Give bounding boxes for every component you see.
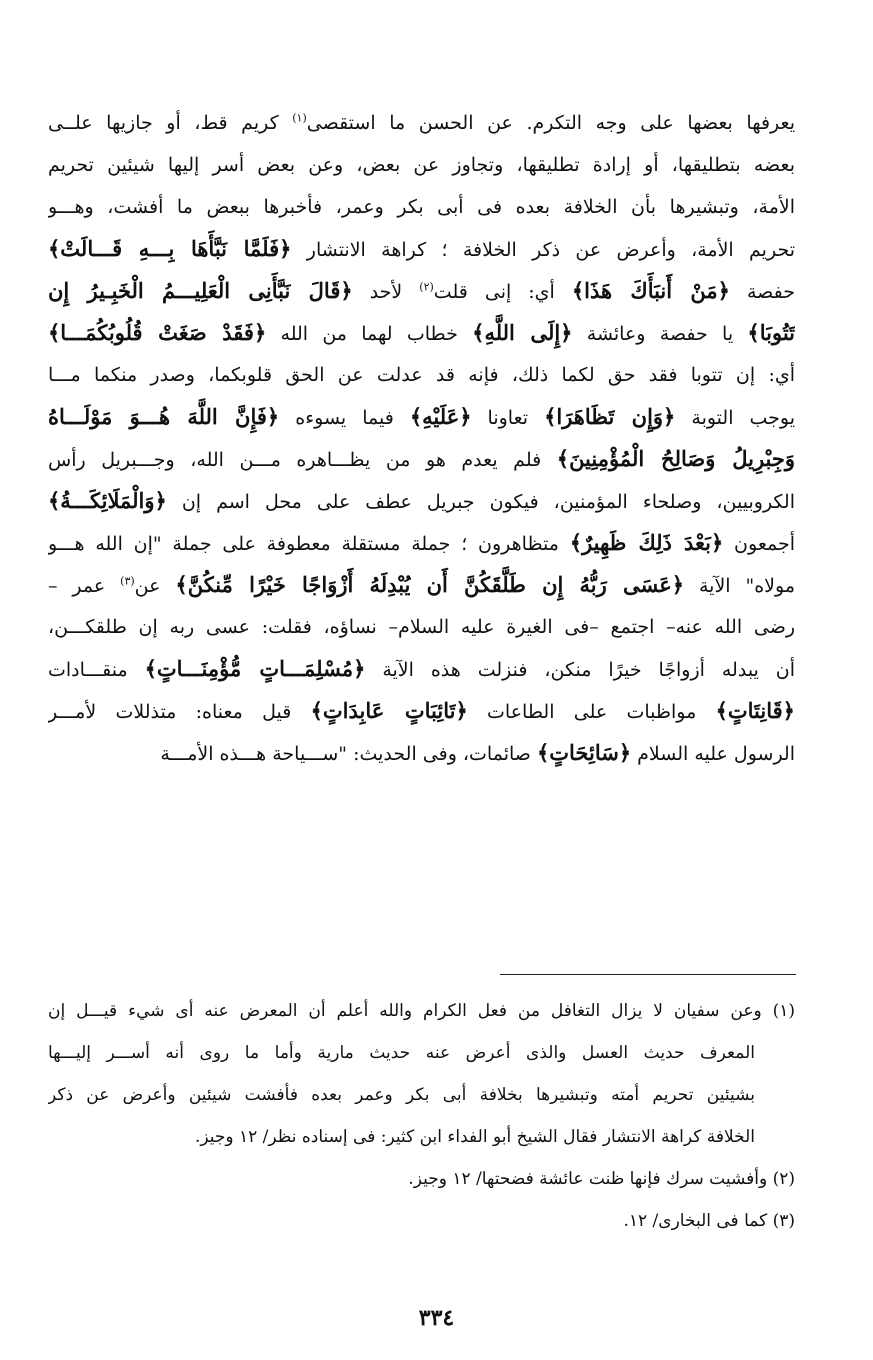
text-line (48, 438, 795, 480)
footnote-line: المعرف حديث العسل والذى أعرض عنه حديث مارية وأما ما روى أنه أســـر إليـــها (48, 1043, 755, 1063)
line-text: الرسول عليه السلام (631, 743, 795, 765)
main-text (48, 102, 795, 774)
line-text: فلم يعدم هو من يظـــاهره مـــن الله، وجـــبريل رأس (48, 449, 557, 471)
quran-verse: تَتُوبَا﴾ (747, 320, 795, 345)
text-line (48, 690, 795, 732)
footnote-line: (١) وعن سفيان لا يزال التغافل من فعل الكرام والله أعلم أن المعرض عنه أى شيء قيـــل إن (48, 1001, 795, 1021)
text-line (48, 606, 795, 648)
footnote-line: الخلافة كراهة الانتشار فقال الشيخ أبو الفداء ابن كثير: فى إسناده نظر/ ١٢ وجيز. (194, 1127, 755, 1147)
line-text: تعاونا (471, 407, 545, 429)
quran-verse: ﴿سَائِحَاتٍ﴾ (536, 740, 632, 765)
footnote-ref: (٢) (419, 280, 434, 294)
text-line (48, 102, 795, 144)
line-text: عمر – (48, 575, 121, 597)
line-text: كريم قط، أو جازيها علــى (48, 112, 293, 134)
line-text: صائمات، وفى الحديث: "ســـياحة هـــذه الأمـــة (160, 743, 537, 765)
quran-verse: ﴿تَائِبَاتٍ عَابِدَاتٍ﴾ (310, 698, 468, 723)
line-text: مولاه" الآية (684, 575, 795, 597)
line-text: أجمعون (723, 533, 795, 555)
text-line (48, 732, 795, 774)
quran-verse: ﴿عَلَيْهِ﴾ (409, 404, 472, 429)
line-text: أن يبدله أزواجًا خيرًا منكن، فنزلت هذه الآية (365, 659, 795, 681)
footnote-line: (٣) كما فى البخارى/ ١٢. (623, 1211, 795, 1231)
line-text: يوجب التوبة (675, 407, 795, 429)
text-line (48, 186, 795, 228)
quran-verse: ﴿مُسْلِمَـــاتٍ مُّؤْمِنَـــاتٍ﴾ (144, 656, 366, 681)
quran-verse: ﴿عَسَى رَبُّهُ إِن طَلَّقَكُنَّ أَن يُبْدِلَهُ أَزْوَاجًا خَيْرًا مِّنكُنَّ﴾ (175, 572, 685, 597)
text-line (48, 396, 795, 438)
text-line (48, 312, 795, 354)
line-text: يعرفها بعضها على وجه التكرم. عن الحسن ما استقصى (306, 112, 795, 134)
quran-verse: ﴿مَنْ أَنبَأَكَ هَذَا﴾ (571, 278, 730, 303)
text-line (48, 144, 795, 186)
footnote-separator (500, 974, 796, 975)
line-text: أي: إنى قلت (433, 281, 572, 303)
quran-verse: ﴿فَلَمَّا نَبَّأَهَا بِـــهِ قَـــالَتْ﴾ (48, 236, 292, 261)
footnote-line: بشيئين تحريم أمته وتبشيرها بخلافة أبى بكر وعمر بعده فأفشت شيئين وأعرض عن ذكر (48, 1085, 755, 1105)
text-line (48, 480, 795, 522)
quran-verse: ﴿وَالْمَلَائِكَـــةُ﴾ (48, 488, 167, 513)
text-line (48, 648, 795, 690)
footnote-ref: (١) (292, 111, 307, 125)
line-text: قيل معناه: متذللات لأمـــر (48, 701, 311, 723)
quran-verse: ﴿فَإِنَّ اللَّهَ هُـــوَ مَوْلَـــاهُ (48, 404, 280, 429)
quran-verse: ﴿وَإِن تَظَاهَرَا﴾ (544, 404, 676, 429)
text-line (48, 564, 795, 606)
line-text: مواظبات على الطاعات (467, 701, 716, 723)
line-text: يا حفصة وعائشة (572, 323, 748, 345)
footnotes (48, 990, 795, 1242)
line-text: لأحد (352, 281, 420, 303)
page-number: ٣٣٤ (418, 1305, 455, 1331)
quran-verse: ﴿قَانِتَاتٍ﴾ (715, 698, 795, 723)
quran-verse: وَجِبْرِيلُ وَصَالِحُ الْمُؤْمِنِينَ﴾ (556, 446, 795, 471)
footnote-ref: (٣) (120, 574, 135, 588)
quran-verse: ﴿إِلَى اللَّهِ﴾ (472, 320, 573, 345)
text-line (48, 270, 795, 312)
line-text: تحريم الأمة، وأعرض عن ذكر الخلافة ؛ كراهة الانتشار (291, 239, 795, 261)
footnote-line: (٢) وأفشيت سرك فإنها ظنت عائشة فضحتها/ ١٢ وجيز. (408, 1169, 795, 1189)
line-text: الأمة، وتبشيرها بأن الخلافة بعده فى أبى بكر وعمر، فأخبرها ببعض ما أفشت، وهـــو (48, 196, 795, 218)
line-text: حفصة (729, 281, 795, 303)
line-text: بعضه بتطليقها، أو إرادة تطليقها، وتجاوز عن بعض، وعن بعض أسر إليها شيئين تحريم (48, 154, 795, 176)
quran-verse: ﴿قَالَ نَبَّأَنِى الْعَلِيـــمُ الْخَبِـيرُ إِن (48, 278, 353, 303)
line-text: الكروبيين، وصلحاء المؤمنين، فيكون جبريل عطف على محل اسم إن (166, 491, 795, 513)
line-text: عن (134, 575, 176, 597)
line-text: متظاهرون ؛ جملة مستقلة معطوفة على جملة "إن الله هـــو (48, 533, 570, 555)
line-text: خطاب لهما من الله (266, 323, 473, 345)
text-line (48, 522, 795, 564)
line-text: رضى الله عنه– اجتمع –فى الغيرة عليه السلام– نساؤه، فقلت: عسى ربه إن طلقكـــن، (48, 616, 795, 638)
text-line (48, 354, 795, 396)
line-text: فيما يسوءه (279, 407, 410, 429)
text-line (48, 228, 795, 270)
quran-verse: ﴿بَعْدَ ذَلِكَ ظَهِيرٌ﴾ (569, 530, 724, 555)
line-text: أي: إن تتوبا فقد حق لكما ذلك، فإنه قد عدلت عن الحق قلوبكما، وصدر منكما مـــا (48, 364, 795, 386)
quran-verse: ﴿فَقَدْ صَغَتْ قُلُوبُكُمَـــا﴾ (48, 320, 267, 345)
line-text: منقـــادات (48, 659, 145, 681)
